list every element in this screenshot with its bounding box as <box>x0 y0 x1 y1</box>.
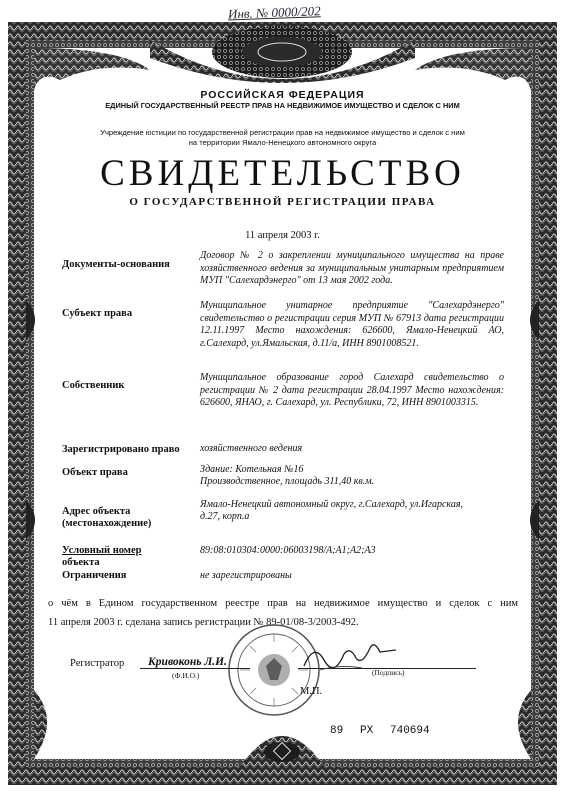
subject-value: Муниципальное унитарное предприятие "Салехардэнерго" свидетельство о регистрации серия МУП № 67913 дата регистрации 12.11.1997 Место нахождения: 626600, Ямало-Ненецкий АО, г.Салехард, ул.Ямальская, д.11/а, ИНН 8901008521. <box>200 300 504 349</box>
address-value-line-2: д.27, корп.а <box>200 511 250 522</box>
cadastral-value: 89:08:010304:0000:06003198/А;А1;А2;А3 <box>200 545 376 556</box>
address-label-line-1: Адрес объекта <box>62 506 131 517</box>
object-value-line-1: Здание: Котельная №16 <box>200 464 304 475</box>
owner-label: Собственник <box>62 380 125 391</box>
record-line-1: о чём в Едином государственном реестре прав на недвижимое имущество и сделок с ним <box>48 598 518 609</box>
restrictions-label: Ограничения <box>62 570 127 581</box>
institution-line-1: Учреждение юстиции по государственной регистрации прав на недвижимое имущество и сделок с ним <box>100 128 465 137</box>
subject-label: Субъект права <box>62 308 133 319</box>
name-underline <box>140 668 250 669</box>
object-label: Объект права <box>62 467 128 478</box>
right-value: хозяйственного ведения <box>200 443 303 454</box>
institution-line-2: на территории Ямало-Ненецкого автономного округа <box>188 138 377 147</box>
address-value-line-1: Ямало-Ненецкий автономный округ, г.Салехард, ул.Игарская, <box>200 499 463 510</box>
restrictions-value: не зарегистрированы <box>200 570 292 581</box>
inventory-note: Инв. № 0000/202 <box>227 3 321 22</box>
seal-place-label: М.П. <box>300 686 323 697</box>
serial-code: 740694 <box>390 725 430 737</box>
sign-caption: (Подпись) <box>372 668 405 677</box>
certificate-title: СВИДЕТЕЛЬСТВО <box>100 153 465 194</box>
fio-caption: (Ф.И.О.) <box>172 671 200 680</box>
owner-value: Муниципальное образование город Салехард свидетельство о регистрации № 2 дата регистрации 28.04.1997 Место нахождения: 626600, ЯНАО, г. Салехард, ул. Республики, 72, ИНН 8901003315. <box>200 372 504 408</box>
basis-label: Документы-основания <box>62 259 170 270</box>
serial-series: РХ <box>360 725 374 737</box>
cadastral-label-line-2: объекта <box>62 557 100 568</box>
registry-heading: ЕДИНЫЙ ГОСУДАРСТВЕННЫЙ РЕЕСТР ПРАВ НА НЕДВИЖИМОЕ ИМУЩЕСТВО И СДЕЛОК С НИМ <box>105 101 460 110</box>
cadastral-label-line-1: Условный номер <box>62 545 142 556</box>
country-heading: РОССИЙСКАЯ ФЕДЕРАЦИЯ <box>200 89 365 101</box>
issue-date: 11 апреля 2003 г. <box>245 230 320 241</box>
certificate-subtitle: О ГОСУДАРСТВЕННОЙ РЕГИСТРАЦИИ ПРАВА <box>129 196 436 208</box>
registrar-role: Регистратор <box>70 658 125 669</box>
registrar-name: Кривоконь Л.И. <box>148 656 227 668</box>
right-label: Зарегистрировано право <box>62 444 180 455</box>
serial-region: 89 <box>330 725 344 737</box>
record-line-2: 11 апреля 2003 г. сделана запись регистрации № 89-01/08-3/2003-492. <box>48 617 359 628</box>
handwritten-signature <box>300 636 400 676</box>
address-label-line-2: (местонахождение) <box>62 518 152 529</box>
object-value-line-2: Производственное, площадь 311,40 кв.м. <box>200 476 375 487</box>
basis-value: Договор № 2 о закреплении муниципального имущества на праве хозяйственного ведения за муниципальным унитарным предприятием МУП "Салехардэнерго" от 13 мая 2002 года. <box>200 250 504 286</box>
